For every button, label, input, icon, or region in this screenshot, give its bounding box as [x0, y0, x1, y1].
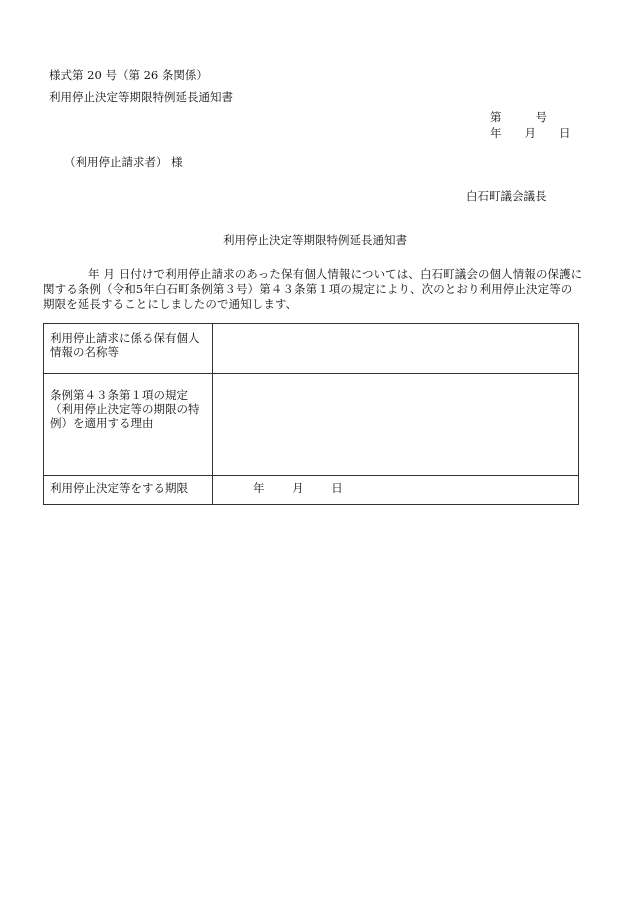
row-label-reason: 条例第４３条第１項の規定（利用停止決定等の期限の特例）を適用する理由: [44, 374, 213, 476]
document-number-prefix: 第: [490, 110, 502, 124]
addressee: （利用停止請求者） 様: [64, 155, 183, 169]
form-number: 様式第 20 号（第 26 条関係）: [49, 68, 208, 82]
date-year: 年: [490, 126, 502, 140]
document-number: [490, 111, 547, 125]
row-value-deadline: 年 月 日: [213, 476, 579, 505]
document-title: 利用停止決定等期限特例延長通知書: [223, 233, 407, 247]
table-row: [44, 476, 579, 505]
date-month: 月: [524, 126, 536, 140]
row-value-information-name: [213, 324, 579, 374]
table-row: [44, 324, 579, 374]
header-title: 利用停止決定等期限特例延長通知書: [49, 90, 233, 104]
detail-table: [43, 323, 579, 505]
body-paragraph: 年 月 日付けで利用停止請求のあった保有個人情報については、白石町議会の個人情報の保護に関する条例（令和5年白石町条例第３号）第４３条第１項の規定により、次のとおり利用停止決定等の期限を延長することにしましたので通知します、: [43, 267, 583, 311]
row-label-deadline: 利用停止決定等をする期限: [44, 476, 213, 505]
document-number-suffix: 号: [535, 110, 547, 124]
date-day: 日: [559, 126, 571, 140]
row-label-information-name: 利用停止請求に係る保有個人情報の名称等: [44, 324, 213, 374]
sender: 白石町議会議長: [466, 189, 547, 203]
table-row: [44, 374, 579, 476]
document-date: [490, 127, 571, 141]
row-value-reason: [213, 374, 579, 476]
